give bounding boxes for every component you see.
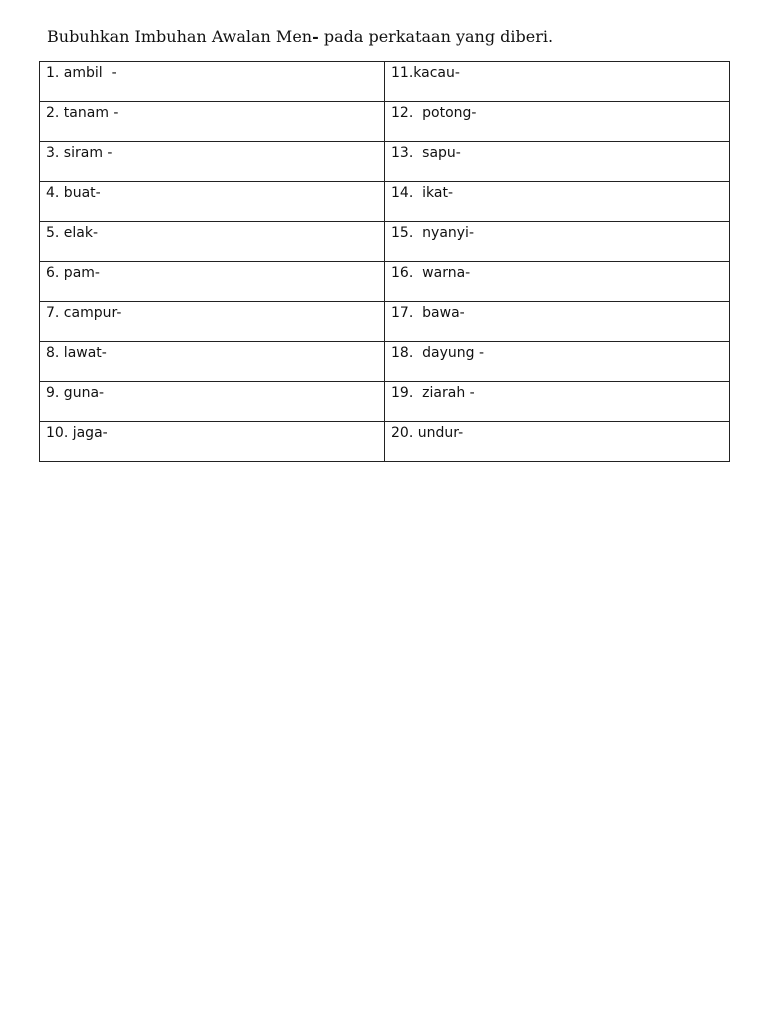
table-row <box>40 382 730 422</box>
word-label: 6. pam- <box>46 265 100 281</box>
word-cell-6 <box>40 262 385 302</box>
word-cell-15 <box>385 222 730 262</box>
word-cell-9 <box>40 382 385 422</box>
word-cell-2 <box>40 102 385 142</box>
word-label: 15. nyanyi- <box>391 225 475 241</box>
word-cell-20 <box>385 422 730 462</box>
word-cell-10 <box>40 422 385 462</box>
table-row <box>40 142 730 182</box>
word-label: 17. bawa- <box>391 305 465 321</box>
word-label: 5. elak- <box>46 225 99 241</box>
word-label: 10. jaga- <box>46 425 108 441</box>
instruction-text-main: Bubuhkan Imbuhan Awalan Men <box>47 27 313 46</box>
word-label: 16. warna- <box>391 265 471 281</box>
table-row <box>40 302 730 342</box>
word-cell-19 <box>385 382 730 422</box>
word-label: 4. buat- <box>46 185 101 201</box>
word-cell-18 <box>385 342 730 382</box>
word-cell-3 <box>40 142 385 182</box>
table-row <box>40 262 730 302</box>
word-cell-4 <box>40 182 385 222</box>
word-label: 7. campur- <box>46 305 122 321</box>
instruction-text-bold: - <box>312 27 319 46</box>
table-row <box>40 222 730 262</box>
word-cell-12 <box>385 102 730 142</box>
word-cell-1 <box>40 62 385 102</box>
word-cell-5 <box>40 222 385 262</box>
word-label: 8. lawat- <box>46 345 107 361</box>
instruction-text <box>47 26 553 48</box>
word-cell-8 <box>40 342 385 382</box>
word-label: 9. guna- <box>46 385 105 401</box>
word-label: 1. ambil - <box>46 65 117 81</box>
word-label: 3. siram - <box>46 145 113 161</box>
word-label: 13. sapu- <box>391 145 461 161</box>
word-label: 11.kacau- <box>391 65 460 81</box>
word-cell-14 <box>385 182 730 222</box>
word-cell-7 <box>40 302 385 342</box>
table-row <box>40 102 730 142</box>
word-cell-11 <box>385 62 730 102</box>
word-label: 14. ikat- <box>391 185 454 201</box>
table-row <box>40 62 730 102</box>
word-cell-17 <box>385 302 730 342</box>
table-row <box>40 182 730 222</box>
table-row <box>40 422 730 462</box>
word-label: 19. ziarah - <box>391 385 475 401</box>
instruction-text-rest: pada perkataan yang diberi. <box>318 27 554 46</box>
word-cell-13 <box>385 142 730 182</box>
word-table <box>39 61 730 462</box>
word-label: 18. dayung - <box>391 345 485 361</box>
word-label: 2. tanam - <box>46 105 119 121</box>
word-label: 20. undur- <box>391 425 464 441</box>
word-label: 12. potong- <box>391 105 477 121</box>
table-row <box>40 342 730 382</box>
word-cell-16 <box>385 262 730 302</box>
